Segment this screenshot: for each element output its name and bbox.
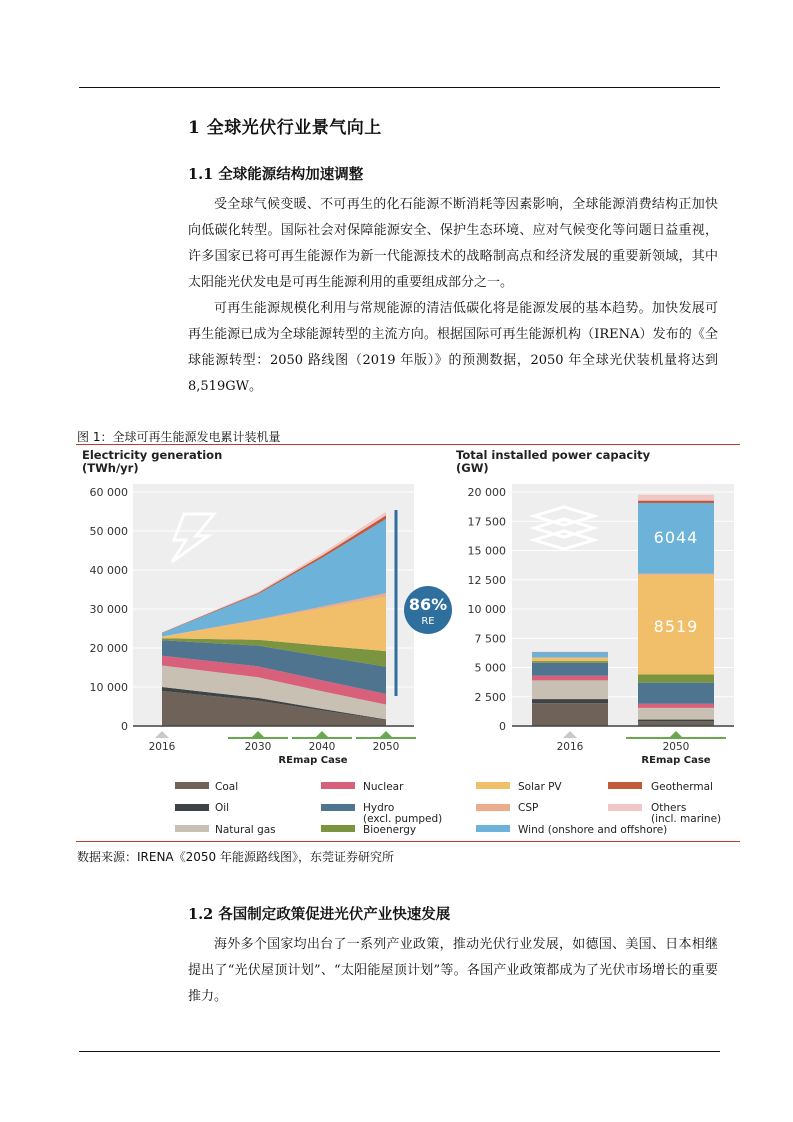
legend-natural-gas: Natural gas — [215, 824, 276, 836]
bar-2050-bioenergy — [638, 675, 714, 683]
right-ytick-label: 7 500 — [474, 632, 506, 646]
section-1-2-title: 1.2 各国制定政策促进光伏产业快速发展 — [188, 906, 451, 923]
legend-others: Others — [651, 802, 687, 814]
right-ytick-label: 12 500 — [467, 573, 506, 587]
legend-solar-pv: Solar PV — [518, 781, 562, 793]
bar-2016-hydro-excl-pumped — [532, 663, 608, 676]
right-ytick-label: 17 500 — [467, 515, 506, 529]
left-chart-ylabel: (TWh/yr) — [82, 461, 139, 475]
energy-charts — [76, 444, 740, 840]
left-ytick-label: 30 000 — [89, 603, 128, 616]
solar-2050-label: 8519 — [653, 617, 699, 636]
paragraph-3: 海外多个国家均出台了一系列产业政策，推动光伏行业发展，如德国、美国、日本相继提出了“光伏屋顶计划”、“太阳能屋顶计划”等。各国产业政策都成为了光伏市场增长的重要推力。 — [188, 937, 718, 1004]
legend-hydro-note: (excl. pumped) — [363, 813, 443, 825]
left-xaxis-title: REmap Case — [278, 755, 348, 766]
legend-hydro: Hydro — [363, 802, 395, 814]
left-xtick-marker — [155, 731, 169, 738]
bar-2050-others-incl-marine — [638, 495, 714, 501]
paragraph-1: 受全球气候变暖、不可再生的化石能源不断消耗等因素影响，全球能源消费结构正加快向低碳化转型。国际社会对保障能源安全、保护生态环境、应对气候变化等问题日益重视，许多国家已将可再生能源作为新一代能源技术的战略制高点和经济发展的重要新领域，其中太阳能光伏发电是可再生能源利用的重要组成部分之一。 — [188, 197, 718, 290]
right-ytick-label: 5 000 — [474, 661, 506, 675]
section-1-1-title: 1.1 全球能源结构加速调整 — [188, 166, 364, 183]
top-rule — [79, 87, 720, 88]
legend-csp: CSP — [518, 802, 539, 814]
legend-swatch-geothermal — [608, 782, 642, 789]
right-ytick-label: 2 500 — [474, 690, 506, 704]
left-xtick-marker — [315, 731, 329, 738]
left-ytick-label: 0 — [121, 720, 128, 733]
legend — [175, 781, 721, 836]
bar-2050-geothermal — [638, 501, 714, 503]
legend-swatch-coal — [175, 782, 209, 789]
left-xtick-marker — [251, 731, 265, 738]
bar-2050-hydro-excl-pumped — [638, 683, 714, 704]
left-ytick-label: 60 000 — [89, 486, 128, 499]
legend-geothermal: Geothermal — [651, 781, 713, 793]
legend-swatch-bioenergy — [321, 825, 355, 832]
legend-wind: Wind (onshore and offshore) — [518, 824, 668, 836]
left-ytick-label: 50 000 — [89, 525, 128, 538]
legend-swatch-hydro — [321, 804, 355, 811]
bar-2016-coal — [532, 703, 608, 726]
legend-swatch-wind — [476, 825, 510, 832]
figure-source: 数据来源：IRENA《2050 年能源路线图》，东莞证券研究所 — [77, 850, 394, 864]
legend-coal: Coal — [215, 781, 239, 793]
right-xtick-label: 2050 — [662, 741, 690, 753]
right-chart-ylabel: (GW) — [456, 461, 489, 475]
bar-2016-oil — [532, 699, 608, 703]
figure-1 — [76, 444, 740, 840]
legend-swatch-solar-pv — [476, 782, 510, 789]
right-chart-title: Total installed power capacity — [456, 448, 651, 462]
right-xtick-marker — [563, 731, 577, 738]
legend-others-note: (incl. marine) — [651, 813, 722, 825]
left-xtick-label: 2030 — [244, 741, 272, 753]
left-ytick-label: 10 000 — [89, 681, 128, 694]
bar-2016-bioenergy — [532, 661, 608, 663]
bar-2016-natural-gas — [532, 680, 608, 699]
paragraph-2: 可再生能源规模化利用与常规能源的清洁低碳化将是能源发展的基本趋势。加快发展可再生能源已成为全球能源转型的主流方向。根据国际可再生能源机构（IRENA）发布的《全球能源转型：2050 路线图（2019 年版）》的预测数据，2050 年全球光伏装机量将达到 8,519GW。 — [188, 301, 718, 394]
left-ytick-label: 20 000 — [89, 642, 128, 655]
right-xtick-marker — [669, 731, 683, 738]
right-ytick-label: 0 — [499, 720, 506, 733]
bar-2016-nuclear — [532, 676, 608, 681]
bar-2016-wind-onshore-and-offshore — [532, 652, 608, 657]
bar-2050-csp — [638, 574, 714, 575]
figure-caption: 图 1：全球可再生能源发电累计装机量 — [77, 430, 281, 444]
legend-oil: Oil — [215, 802, 230, 814]
right-xaxis-title: REmap Case — [641, 755, 711, 766]
bar-2050-nuclear — [638, 704, 714, 708]
left-ytick-label: 40 000 — [89, 564, 128, 577]
bar-2016-solar-pv — [532, 658, 608, 662]
section-1-title: 1 全球光伏行业景气向上 — [188, 118, 382, 138]
bottom-rule — [79, 1051, 720, 1052]
left-chart-title: Electricity generation — [82, 448, 223, 462]
legend-swatch-csp — [476, 804, 510, 811]
right-ytick-label: 15 000 — [467, 544, 506, 558]
figure-bottom-rule — [76, 841, 740, 842]
legend-swatch-others — [608, 804, 642, 811]
re-percentage-value: 86% — [408, 595, 448, 614]
left-xtick-marker — [379, 731, 393, 738]
right-ytick-label: 10 000 — [467, 603, 506, 616]
right-ytick-label: 20 000 — [467, 486, 506, 499]
legend-swatch-oil — [175, 804, 209, 811]
bar-2050-oil — [638, 720, 714, 722]
left-xtick-label: 2040 — [308, 741, 336, 753]
wind-2050-label: 6044 — [653, 528, 699, 547]
legend-swatch-natural-gas — [175, 825, 209, 832]
bar-2050-natural-gas — [638, 708, 714, 720]
re-percentage-label: RE — [421, 616, 435, 627]
left-xtick-label: 2050 — [372, 741, 400, 753]
legend-swatch-nuclear — [321, 782, 355, 789]
left-xtick-label: 2016 — [148, 741, 176, 753]
legend-nuclear: Nuclear — [363, 781, 404, 793]
right-xtick-label: 2016 — [556, 741, 584, 753]
legend-bioenergy: Bioenergy — [363, 824, 417, 836]
